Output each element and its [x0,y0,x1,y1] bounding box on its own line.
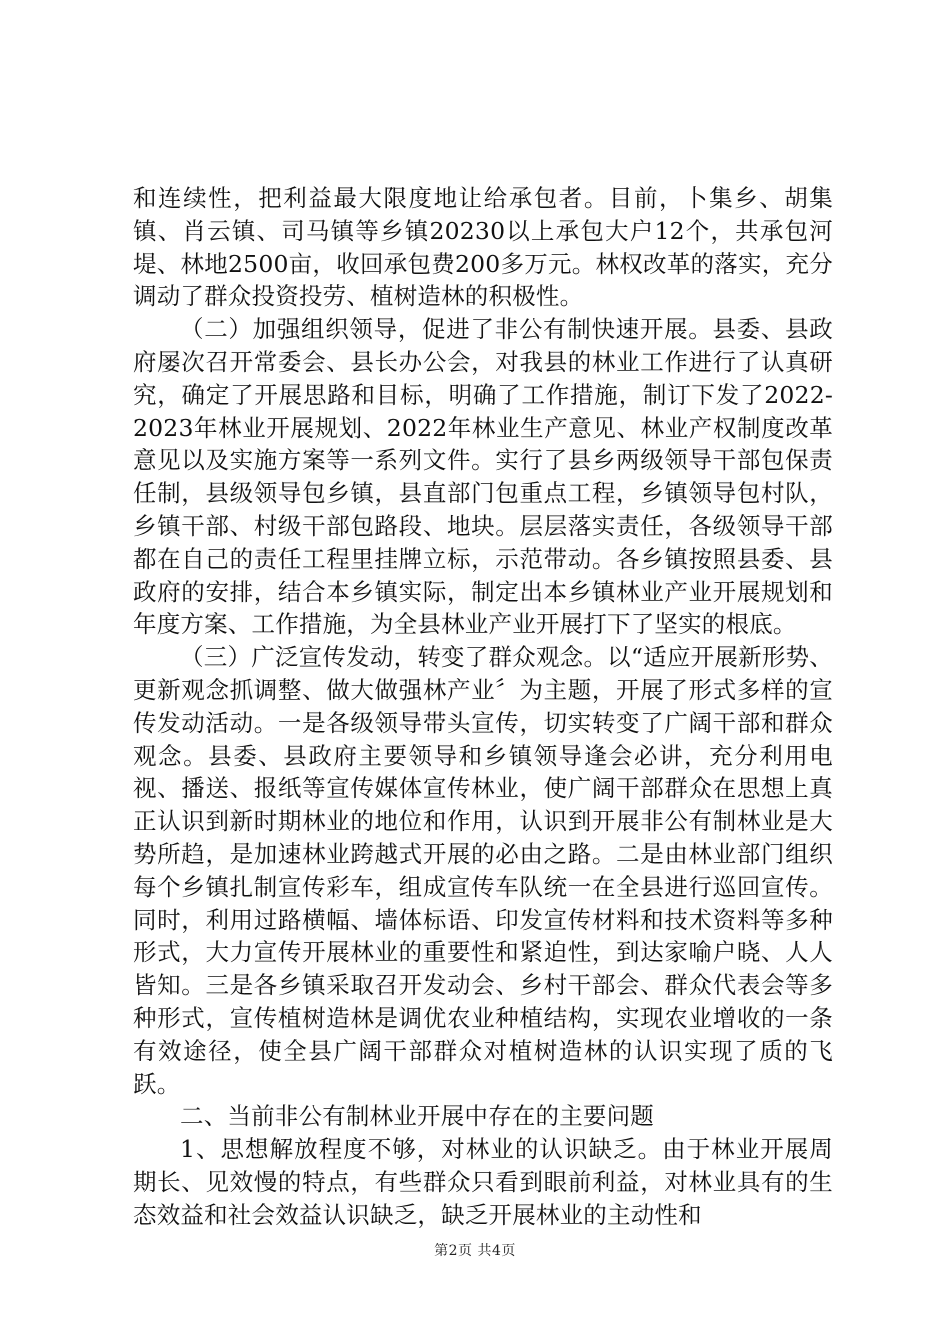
section-heading-problems: 二、当前非公有制林业开展中存在的主要问题 [180,1102,654,1131]
paragraph-problem-1: 1、思想解放程度不够，对林业的认识缺乏。由于林业开展周期长、见效慢的特点，有些群众只看到眼前利益，对林业具有的生态效益和社会效益认识缺乏，缺乏开展林业的主动性和 [133,1135,833,1229]
page-footer [0,1240,950,1260]
document-body [133,182,833,1232]
paragraph-continuation: 和连续性，把利益最大限度地让给承包者。目前，卜集乡、胡集镇、肖云镇、司马镇等乡镇20230以上承包大户12个，共承包河堤、林地2500亩，收回承包费200多万元。林权改革的落实，充分调动了群众投资投劳、植树造林的积极性。 [133,184,833,311]
paragraph-publicity-mobilization: （三）广泛宣传发动，转变了群众观念。以“适应开展新形势、更新观念抓调整、做大做强林产业〞为主题，开展了形式多样的宣传发动活动。一是各级领导带头宣传，切实转变了广阔干部和群众观念。县委、县政府主要领导和乡镇领导逢会必讲，充分利用电视、播送、报纸等宣传媒体宣传林业，使广阔干部群众在思想上真正认识到新时期林业的地位和作用，认识到开展非公有制林业是大势所趋，是加速林业跨越式开展的必由之路。二是由林业部门组织每个乡镇扎制宣传彩车，组成宣传车队统一在全县进行巡回宣传。同时，利用过路横幅、墙体标语、印发宣传材料和技术资料等多种形式，大力宣传开展林业的重要性和紧迫性，到达家喻户晓、人人皆知。三是各乡镇采取召开发动会、乡村干部会、群众代表会等多种形式，宣传植树造林是调优农业种植结构，实现农业增收的一条有效途径，使全县广阔干部群众对植树造林的认识实现了质的飞跃。 [133,643,833,1098]
page-number-label: 第2页 共4页 [434,1243,516,1259]
paragraph-organization-leadership: （二）加强组织领导，促进了非公有制快速开展。县委、县政府屡次召开常委会、县长办公会，对我县的林业工作进行了认真研究，确定了开展思路和目标，明确了工作措施，制订下发了2022-2023年林业开展规划、2022年林业生产意见、林业产权制度改革意见以及实施方案等一系列文件。实行了县乡两级领导干部包保责任制，县级领导包乡镇，县直部门包重点工程，乡镇领导包村队，乡镇干部、村级干部包路段、地块。层层落实责任，各级领导干部都在自己的责任工程里挂牌立标，示范带动。各乡镇按照县委、县政府的安排，结合本乡镇实际，制定出本乡镇林业产业开展规划和年度方案、工作措施，为全县林业产业开展打下了坚实的根底。 [133,315,833,639]
